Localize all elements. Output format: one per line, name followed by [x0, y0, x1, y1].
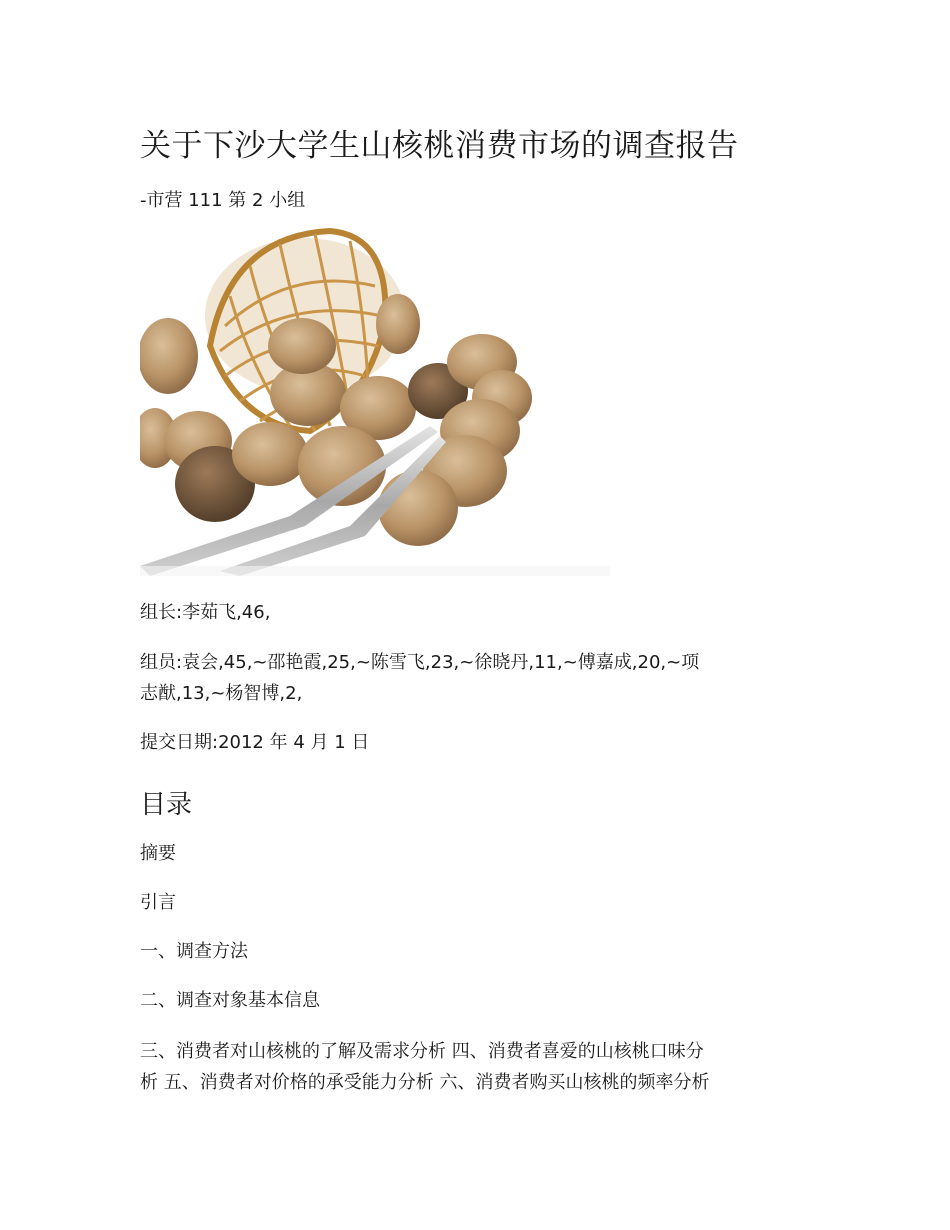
toc-long-line-2: 析 五、消费者对价格的承受能力分析 六、消费者购买山核桃的频率分析: [140, 1072, 710, 1093]
toc-item: 摘要: [140, 843, 176, 864]
group-members-line-2: 志猷,13,~杨智博,2,: [140, 683, 303, 704]
toc-heading: 目录: [140, 790, 193, 820]
toc-item: 二、调查对象基本信息: [140, 990, 320, 1011]
walnuts-basket-nutcracker-icon: [140, 226, 610, 576]
report-subtitle: -市营 111 第 2 小组: [140, 190, 306, 211]
walnuts-photo: [140, 226, 610, 576]
submit-date: 提交日期:2012 年 4 月 1 日: [140, 732, 370, 753]
group-leader: 组长:李茹飞,46,: [140, 602, 271, 623]
toc-item: 引言: [140, 892, 176, 913]
toc-long-line-1: 三、消费者对山核桃的了解及需求分析 四、消费者喜爱的山核桃口味分: [140, 1041, 704, 1062]
group-members-line-1: 组员:袁会,45,~邵艳霞,25,~陈雪飞,23,~徐晓丹,11,~傅嘉成,20,~项: [140, 652, 700, 673]
report-title: 关于下沙大学生山核桃消费市场的调查报告: [140, 128, 739, 164]
toc-item: 一、调查方法: [140, 941, 248, 962]
